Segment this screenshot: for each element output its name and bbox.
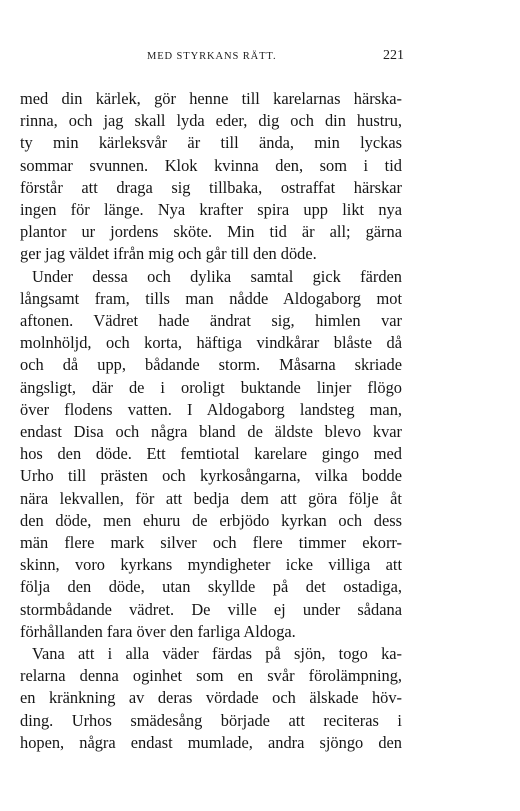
text-line: över flodens vatten. I Aldogaborg landsteg man, (20, 399, 402, 419)
text-line: hopen, några endast mumlade, andra sjöngo den (20, 732, 402, 752)
text-line: en kränkning av deras vördade och älskade höv- (20, 688, 402, 708)
text-line: hos den döde. Ett femtiotal karelare gingo med (20, 444, 402, 464)
text-line: ty min kärleksvår är till ända, min lyckas (20, 133, 402, 153)
text-line: Vana att i alla väder färdas på sjön, togo ka- (32, 644, 402, 664)
text-line: ger jag väldet ifrån mig och går till den döde. (20, 244, 317, 264)
body-text (20, 88, 402, 754)
text-line: relarna denna oginhet som en svår förolämpning, (20, 666, 402, 686)
text-line: skinn, voro kyrkans myndigheter icke villiga att (20, 555, 402, 575)
running-title: MED STYRKANS RÄTT. (147, 51, 277, 62)
text-line: ding. Urhos smädesång började att reciteras i (20, 710, 402, 730)
text-line: Urho till prästen och kyrkosångarna, vilka bodde (20, 466, 402, 486)
text-line: sommar svunnen. Klok kvinna den, som i tid (20, 155, 402, 175)
text-line: rinna, och jag skall lyda eder, dig och din hustru, (20, 111, 402, 131)
page-number: 221 (383, 48, 404, 63)
text-line: endast Disa och några bland de äldste blevo kvar (20, 422, 402, 442)
text-line: stormbådande vädret. De ville ej under sådana (20, 599, 402, 619)
text-line: Under dessa och dylika samtal gick färden (32, 266, 402, 286)
text-line: med din kärlek, gör henne till karelarnas härska- (20, 89, 402, 108)
text-line: långsamt fram, tills man nådde Aldogaborg mot (20, 288, 402, 308)
text-line: förstår att draga sig tillbaka, ostraffat härskar (20, 177, 402, 197)
text-line: förhållanden fara över den farliga Aldoga. (20, 621, 296, 641)
text-line: aftonen. Vädret hade ändrat sig, himlen var (20, 311, 402, 331)
text-line: följa den döde, utan skyllde på det ostadiga, (20, 577, 402, 597)
text-line: nära lekvallen, för att bedja dem att göra följe åt (20, 488, 402, 508)
text-line: ängsligt, där de i oroligt buktande linjer flögo (20, 377, 402, 397)
text-line: plantor ur jordens sköte. Min tid är all; gärna (20, 222, 402, 242)
text-line: och då upp, bådande storm. Måsarna skriade (20, 355, 402, 375)
text-line: den döde, men ehuru de erbjödo kyrkan och dess (20, 510, 402, 530)
text-line: män flere mark silver och flere timmer ekorr- (20, 533, 402, 553)
text-line: ingen för länge. Nya krafter spira upp likt nya (20, 200, 402, 220)
text-line: molnhöljd, och korta, häftiga vindkårar blåste då (20, 333, 402, 353)
